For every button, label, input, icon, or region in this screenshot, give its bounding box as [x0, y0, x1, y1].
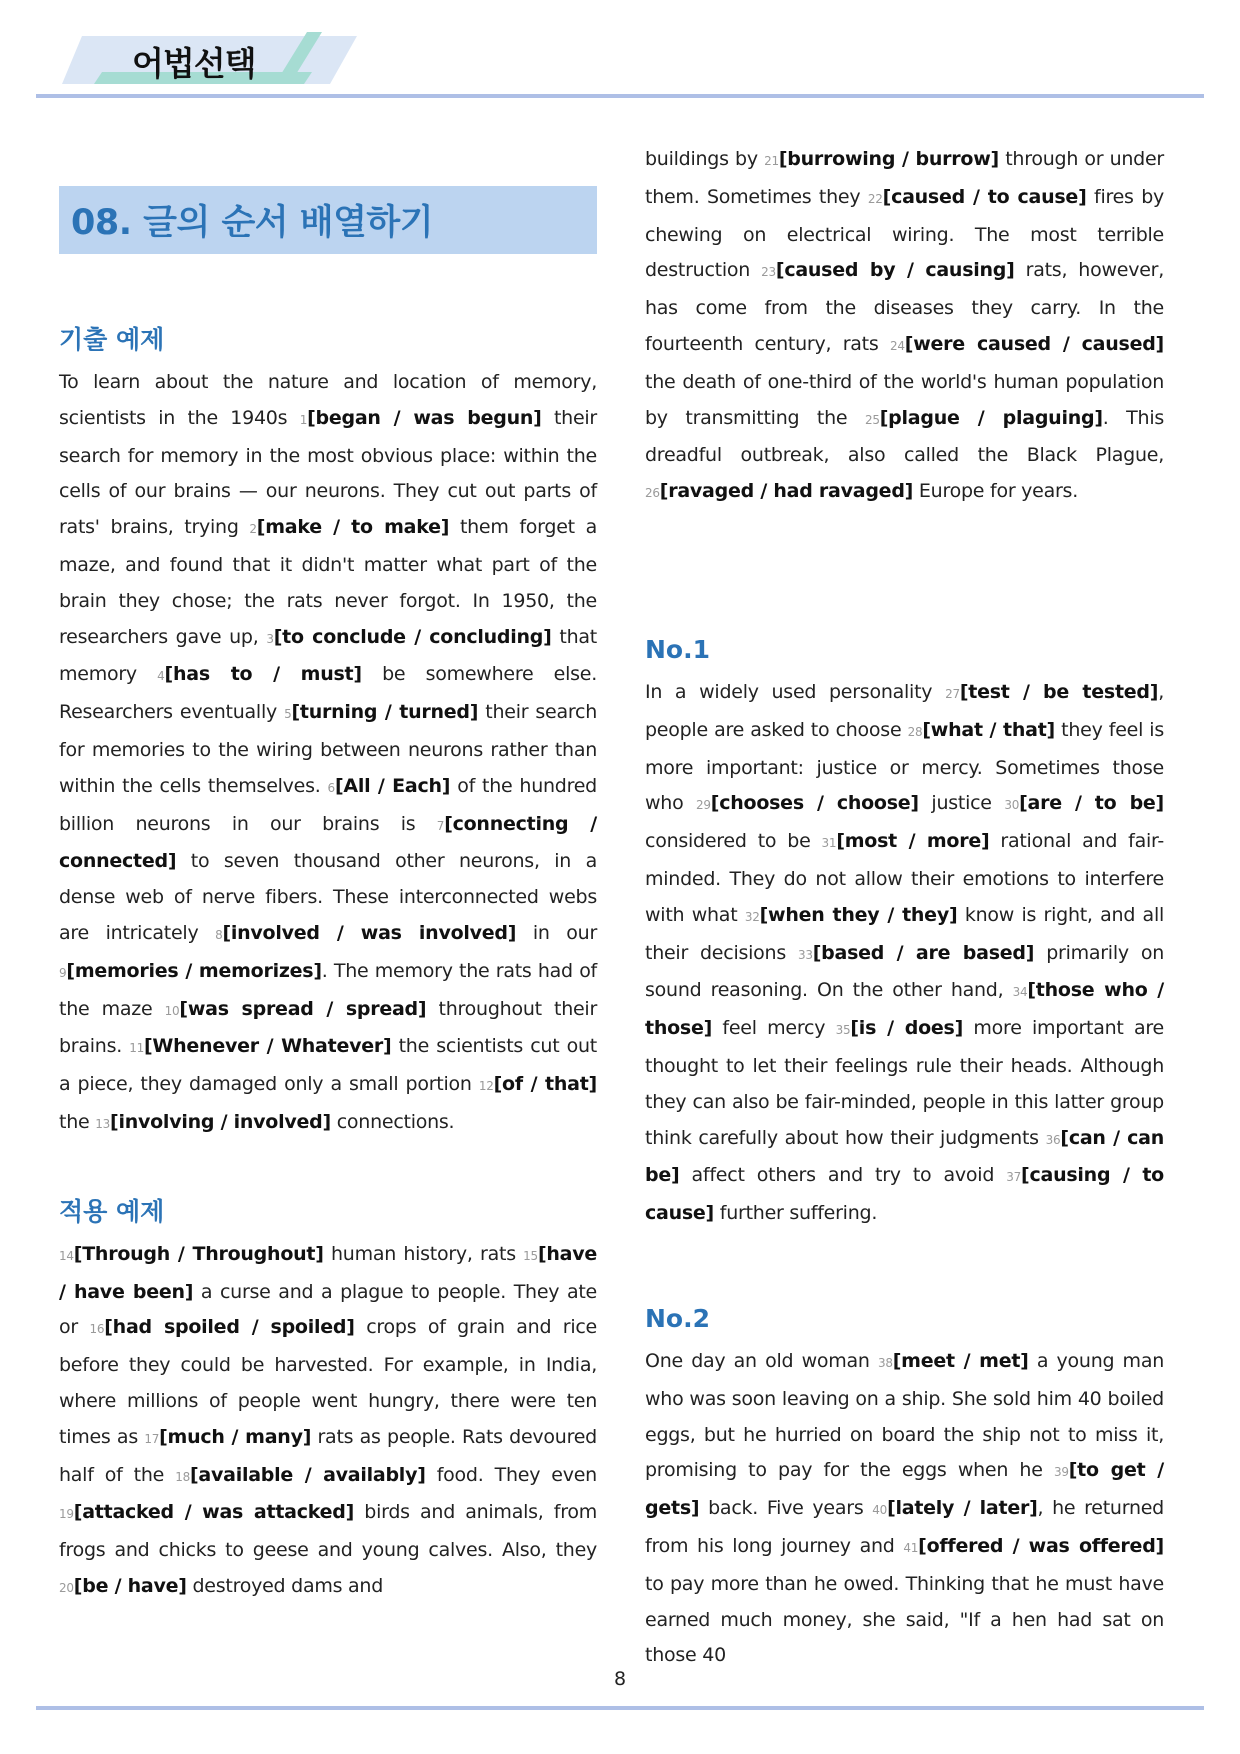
right-column [645, 142, 1164, 1674]
section-title: 08. 글의 순서 배열하기 [71, 203, 434, 243]
footer-rule [36, 1706, 1204, 1710]
header-badge-label: 어법선택 [132, 44, 256, 83]
no2-passage: One day an old woman 38[meet / met] a young man who was soon leaving on a ship. She sold him 40 boiled eggs, but he hurried on board the ship not to miss it, promising to pay for the eggs when he 39[to get / gets] back. Five years 40[lately / later], he returned from his long journey and 41[offered / was offered] to pay more than he owed. Thinking that he must have earned much money, she said, "If a hen had sat on those 40 [645, 1349, 1164, 1667]
left-column [59, 120, 597, 1607]
example1-passage: To learn about the nature and location of memory, scientists in the 1940s 1[began / was begun] their search for memory in the most obvious place: within the cells of our brains — our neurons. They cut out parts of rats' brains, trying 2[make / to make] them forget a maze, and found that it didn't matter what part of the brain they chose; the rats never forgot. In 1950, the researchers gave up, 3[to conclude / concluding] that memory 4[has to / must] be somewhere else. Researchers eventually 5[turning / turned] their search for memories to the wiring between neurons rather than within the cells themselves. 6[All / Each] of the hundred billion neurons in our brains is 7[connecting / connected] to seven thousand other neurons, in a dense web of nerve fibers. These interconnected webs are intricately 8[involved / was involved] in our 9[memories / memorizes]. The memory the rats had of the maze 10[was spread / spread] throughout their brains. 11[Whenever / Whatever] the scientists cut out a piece, they damaged only a small portion 12[of / that] the 13[involving / involved] connections. [59, 371, 598, 1133]
no2-heading: No.2 [645, 1303, 710, 1333]
no1-heading: No.1 [645, 634, 710, 664]
example1-heading: 기출 예제 [59, 325, 165, 354]
no1-passage: In a widely used personality 27[test / be tested], people are asked to choose 28[what / that] they feel is more important: justice or mercy. Sometimes those who 29[chooses / choose] justice 30[are / to be] considered to be 31[most / more] rational and fair-minded. They do not allow their emotions to interfere with what 32[when they / they] know is right, and all their decisions 33[based / are based] primarily on sound reasoning. On the other hand, 34[those who / those] feel mercy 35[is / does] more important are thought to let their feelings rule their heads. Although they can also be fair-minded, people in this latter group think carefully about how their judgments 36[can / can be] affect others and try to avoid 37[causing / to cause] further suffering. [645, 680, 1165, 1225]
example2-heading: 적용 예제 [59, 1196, 165, 1226]
example2-continuation: buildings by 21[burrowing / burrow] through or under them. Sometimes they 22[caused / to cause] fires by chewing on electrical wiring. The most terrible destruction 23[caused by / causing] rats, however, has come from the diseases they carry. In the fourteenth century, rats 24[were caused / caused] the death of one-third of the world's human population by transmitting the 25[plague / plaguing]. This dreadful outbreak, also called the Black Plague, 26[ravaged / had ravaged] Europe for years. [645, 148, 1165, 503]
page-number: 8 [613, 1668, 627, 1690]
header-badge [62, 32, 362, 88]
section-title-box [59, 186, 597, 254]
example2-passage: 14[Through / Throughout] human history, rats 15[have / have been] a curse and a plague to people. They ate or 16[had spoiled / spoiled] crops of grain and rice before they could be harvested. For example, in India, where millions of people went hungry, there were ten times as 17[much / many] rats as people. Rats devoured half of the 18[available / availably] food. They even 19[attacked / was attacked] birds and animals, from frogs and chicks to geese and young calves. Also, they 20[be / have] destroyed dams and [59, 1242, 597, 1597]
header-rule [36, 94, 1204, 98]
